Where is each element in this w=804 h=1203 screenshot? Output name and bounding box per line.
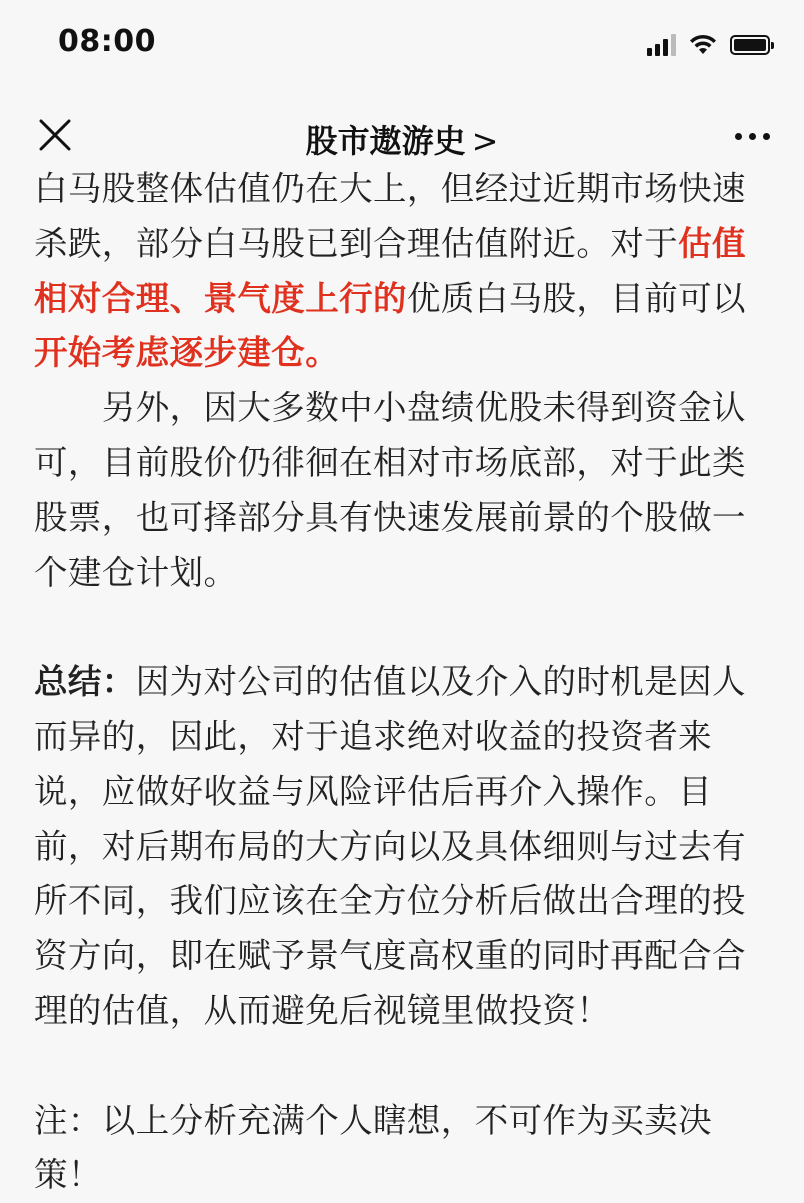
account-name: 股市遨游史 bbox=[305, 122, 466, 160]
highlight-text: 开始考虑逐步建仓。 bbox=[34, 333, 340, 373]
wifi-icon bbox=[688, 34, 718, 56]
article-body bbox=[34, 162, 774, 1203]
more-icon[interactable] bbox=[735, 133, 770, 140]
chevron-right-icon: > bbox=[471, 122, 499, 160]
paragraph-bluechip: 白马股整体估值仍在大上，但经过近期市场快速杀跌，部分白马股已到合理估值附近。对于估值相对合理、景气度上行的优质白马股，目前可以开始考虑逐步建仓。 bbox=[34, 169, 746, 373]
summary-label: 总结： bbox=[34, 662, 136, 702]
signal-icon bbox=[647, 34, 676, 56]
status-time: 08:00 bbox=[58, 24, 156, 59]
highlight-text: 估值相对合理、景气度上行的 bbox=[34, 223, 746, 318]
battery-icon bbox=[730, 35, 770, 55]
paragraph-note: 注：以上分析充满个人瞎想，不可作为买卖决策！ bbox=[34, 1100, 712, 1195]
status-icons bbox=[647, 34, 770, 56]
paragraph-smallcap: 另外，因大多数中小盘绩优股未得到资金认可，目前股价仍徘徊在相对市场底部，对于此类股票，也可择部分具有快速发展前景的个股做一个建仓计划。 bbox=[34, 388, 746, 592]
account-title-link[interactable] bbox=[0, 116, 804, 162]
paragraph-summary: 总结：因为对公司的估值以及介入的时机是因人而异的，因此，对于追求绝对收益的投资者来说，应做好收益与风险评估后再介入操作。目前，对后期布局的大方向以及具体细则与过去有所不同，我们应该在全方位分析后做出合理的投资方向，即在赋予景气度高权重的同时再配合合理的估值，从而避免后视镜里做投资！ bbox=[34, 662, 746, 1030]
status-bar bbox=[0, 0, 804, 88]
